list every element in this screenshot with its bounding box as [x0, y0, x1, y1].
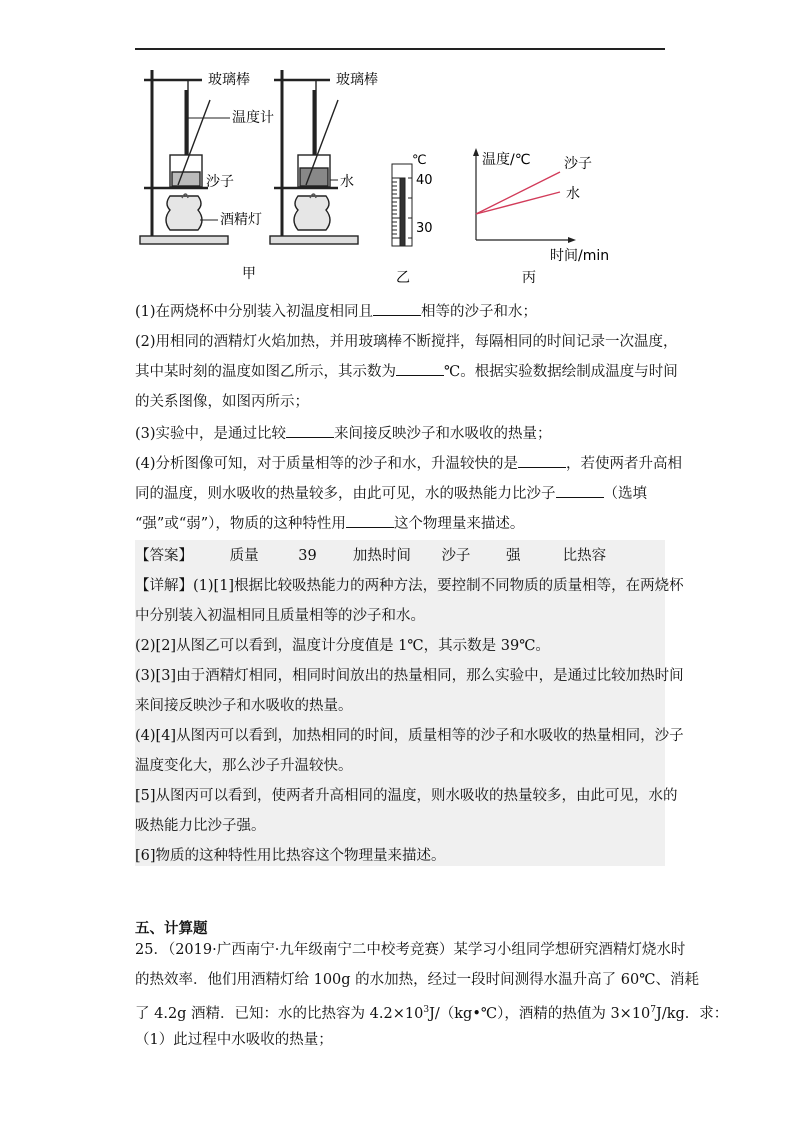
detail-line-6: (4)[4]从图丙可以看到，加热相同的时间，质量相等的沙子和水吸收的热量相同，沙子 — [135, 728, 684, 744]
apparatus-water — [270, 70, 358, 244]
blank-5 — [556, 485, 604, 498]
answer-1: 质量 — [229, 548, 259, 564]
detail-line-3: (2)[2]从图乙可以看到，温度计分度值是 1℃，其示数是 39℃。 — [135, 638, 550, 654]
problem-line-4: （1）此过程中水吸收的热量； — [135, 1032, 333, 1048]
label-lamp: 酒精灯 — [220, 212, 262, 228]
detail-line-4: (3)[3]由于酒精灯相同，相同时间放出的热量相同，那么实验中，是通过比较加热时间 — [135, 668, 684, 684]
answer-3: 加热时间 — [352, 548, 411, 564]
answer-4: 沙子 — [441, 548, 471, 564]
answer-5: 强 — [506, 548, 521, 564]
sand-line — [476, 172, 560, 214]
question-line-4: 的关系图像，如图丙所示； — [135, 394, 309, 410]
problem-line-2: 的热效率．他们用酒精灯给 100g 的水加热，经过一段时间测得水温升高了 60℃、消耗 — [135, 972, 699, 988]
header-rule — [135, 48, 665, 50]
question-line-1: (1)在两烧杯中分别装入初温度相同且 相等的沙子和水； — [135, 304, 538, 320]
question-line-8: “强”或“弱”），物质的这种特性用 这个物理量来描述。 — [135, 516, 525, 532]
section-title: 五、计算题 — [135, 921, 208, 937]
problem-line-1: 25．（2019·广西南宁·九年级南宁二中校考竞赛）某学习小组同学想研究酒精灯烧水时 — [135, 942, 686, 958]
detail-line-2: 中分别装入初温相同且质量相等的沙子和水。 — [135, 608, 425, 624]
label-thermometer: 温度计 — [232, 110, 274, 126]
blank-3 — [286, 425, 334, 438]
experiment-figure — [130, 60, 650, 290]
caption-jia: 甲 — [242, 266, 256, 282]
blank-4 — [518, 455, 566, 468]
graph-label-sand: 沙子 — [564, 156, 592, 172]
caption-bing: 丙 — [522, 270, 536, 286]
detail-line-9: 吸热能力比沙子强。 — [135, 818, 266, 834]
question-line-3: 其中某时刻的温度如图乙所示，其示数为 ℃。根据实验数据绘制成温度与时间 — [135, 364, 678, 380]
answer-2: 39 — [298, 548, 317, 564]
caption-yi: 乙 — [396, 270, 410, 286]
question-line-5: (3)实验中，是通过比较 来间接反映沙子和水吸收的热量； — [135, 426, 552, 442]
detail-line-1: 【详解】(1)[1]根据比较吸热能力的两种方法，要控制不同物质的质量相等，在两烧杯 — [135, 578, 684, 594]
label-water: 水 — [340, 174, 354, 190]
water-line — [476, 192, 560, 214]
thermometer-scale — [392, 164, 412, 246]
question-line-7: 同的温度，则水吸收的热量较多，由此可见，水的吸热能力比沙子 （选填 — [135, 486, 647, 502]
thermo-unit: ℃ — [412, 153, 427, 168]
blank-6 — [346, 515, 394, 528]
graph-xlabel: 时间/min — [550, 248, 610, 264]
blank-1 — [373, 303, 421, 316]
detail-line-8: [5]从图丙可以看到，使两者升高相同的温度，则水吸收的热量较多，由此可见，水的 — [135, 788, 678, 804]
answer-row — [135, 546, 623, 566]
label-rod-2: 玻璃棒 — [336, 72, 378, 88]
question-line-6: (4)分析图像可知，对于质量相等的沙子和水，升温较快的是 ，若使两者升高相 — [135, 456, 683, 472]
label-sand: 沙子 — [206, 174, 234, 190]
detail-line-5: 来间接反映沙子和水吸收的热量。 — [135, 698, 353, 714]
graph-label-water: 水 — [566, 186, 580, 202]
graph-ylabel: 温度/℃ — [482, 152, 531, 168]
thermo-30: 30 — [416, 221, 433, 236]
blank-2 — [396, 363, 444, 376]
answer-label: 【答案】 — [135, 548, 193, 564]
question-line-2: (2)用相同的酒精灯火焰加热，并用玻璃棒不断搅拌，每隔相同的时间记录一次温度， — [135, 334, 678, 350]
detail-line-10: [6]物质的这种特性用比热容这个物理量来描述。 — [135, 848, 446, 864]
problem-line-3: 了 4.2g 酒精．已知：水的比热容为 $4.2\times 10^3J/(kg•℃)$，酒精的热值为 $3\times 10^7J/kg$．求： — [135, 1005, 729, 1022]
answer-6: 比热容 — [562, 548, 607, 564]
thermo-40: 40 — [416, 173, 433, 188]
apparatus-sand — [140, 70, 228, 244]
detail-line-7: 温度变化大，那么沙子升温较快。 — [135, 758, 353, 774]
label-rod-1: 玻璃棒 — [208, 72, 250, 88]
